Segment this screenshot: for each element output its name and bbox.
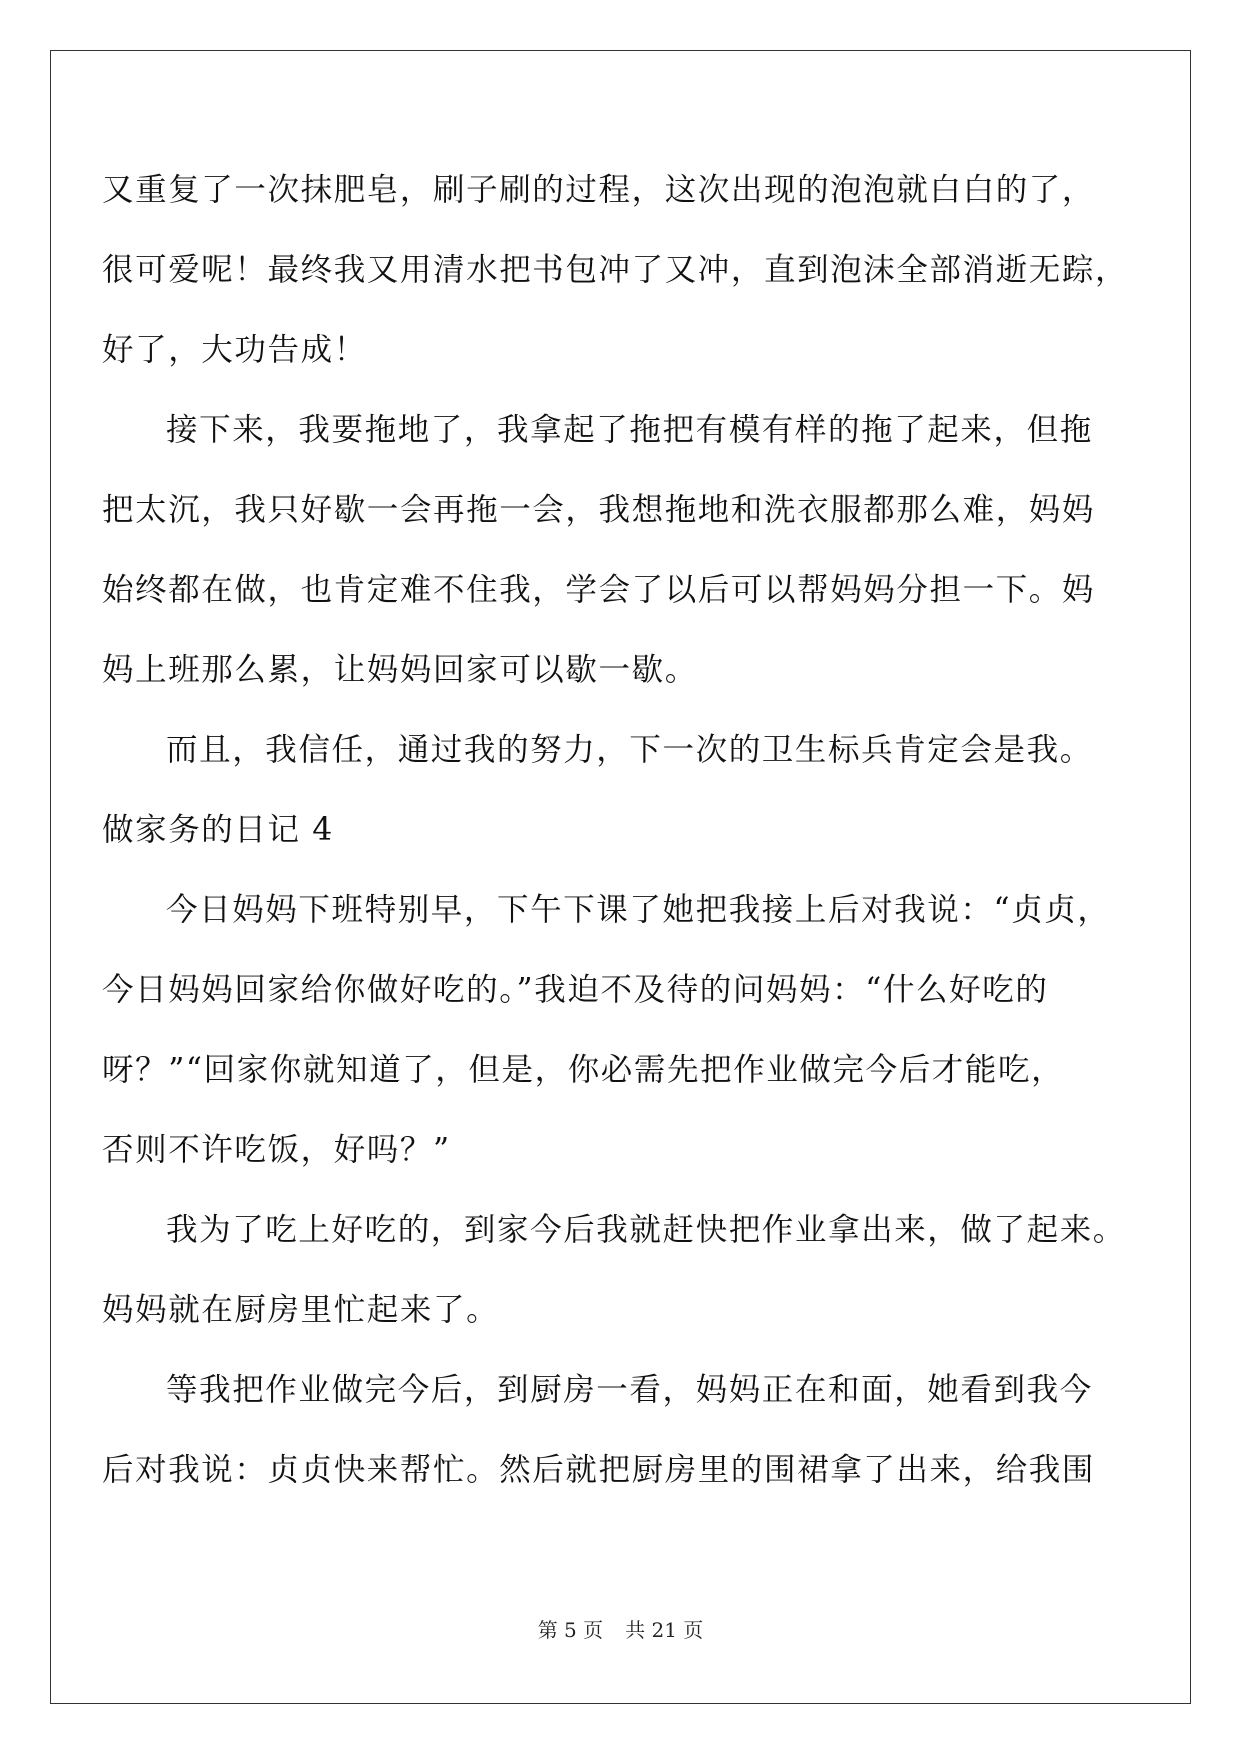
text-line: 妈上班那么累，让妈妈回家可以歇一歇。: [102, 652, 698, 688]
page-footer: [0, 1614, 1241, 1643]
text-line: 否则不许吃饭，好吗？”: [102, 1132, 451, 1168]
text-line: 把太沉，我只好歇一会再拖一会，我想拖地和洗衣服都那么难，妈妈: [102, 492, 1096, 528]
document-body: [102, 150, 1129, 1510]
text-line: 今日妈妈回家给你做好吃的。”我迫不及待的问妈妈：“什么好吃的: [102, 972, 1049, 1008]
text-line: 接下来，我要拖地了，我拿起了拖把有模有样的拖了起来，但拖: [166, 412, 1093, 448]
section-heading: 做家务的日记 4: [102, 812, 334, 848]
text-line: 今日妈妈下班特别早，下午下课了她把我接上后对我说：“贞贞，: [166, 892, 1111, 928]
text-line: 妈妈就在厨房里忙起来了。: [102, 1292, 500, 1328]
text-line: 好了，大功告成！: [102, 332, 367, 368]
text-line: 始终都在做，也肯定难不住我，学会了以后可以帮妈妈分担一下。妈: [102, 572, 1096, 608]
text-line: 而且，我信任，通过我的努力，下一次的卫生标兵肯定会是我。: [166, 732, 1093, 768]
text-line: 又重复了一次抹肥皂，刷子刷的过程，这次出现的泡泡就白白的了，: [102, 172, 1096, 208]
text-line: 呀？”“回家你就知道了，但是，你必需先把作业做完今后才能吃，: [102, 1052, 1065, 1088]
page-total: 共 21 页: [625, 1618, 704, 1642]
text-line: 很可爱呢！最终我又用清水把书包冲了又冲，直到泡沫全部消逝无踪，: [102, 252, 1129, 288]
text-line: 后对我说：贞贞快来帮忙。然后就把厨房里的围裙拿了出来，给我围: [102, 1452, 1096, 1488]
text-line: 我为了吃上好吃的，到家今后我就赶快把作业拿出来，做了起来。: [166, 1212, 1126, 1248]
text-line: 等我把作业做完今后，到厨房一看，妈妈正在和面，她看到我今: [166, 1372, 1093, 1408]
page-number: 第 5 页: [537, 1618, 604, 1642]
